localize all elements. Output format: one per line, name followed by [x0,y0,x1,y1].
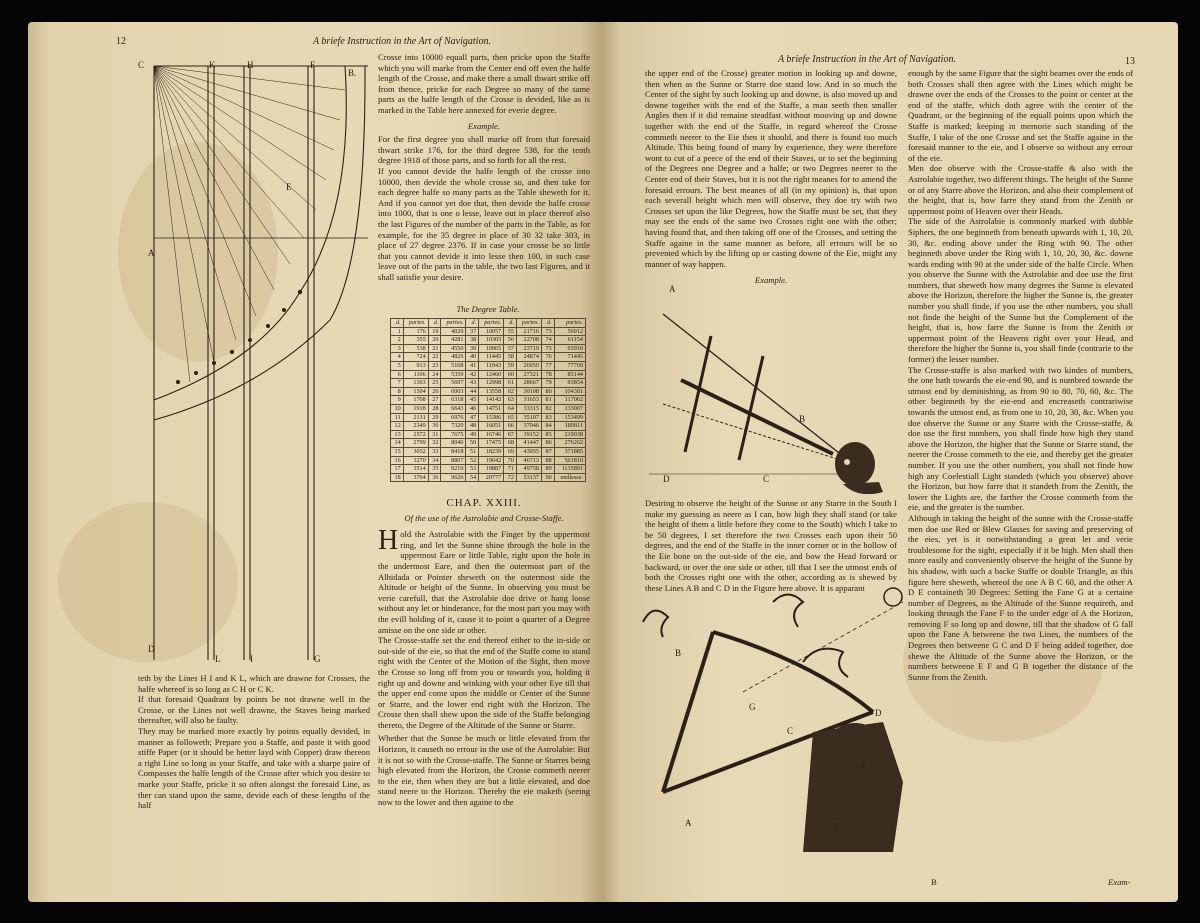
table-cell: 3270 [403,456,428,465]
table-cell: 7675 [441,430,466,439]
table-cell: 14751 [479,404,504,413]
table-cell: 913 [403,361,428,370]
table-cell: 7 [391,379,404,388]
table-cell: 50 [466,439,479,448]
table-cell: 89 [541,465,554,474]
table-cell: 41 [466,361,479,370]
table-cell: 2572 [403,430,428,439]
table-cell: 6643 [441,404,466,413]
table-cell: 26059 [516,361,541,370]
table-row [391,327,586,336]
table-cell: 68 [504,439,517,448]
table-cell: 34 [428,456,441,465]
catchword: Exam- [1108,877,1131,887]
table-cell: 33 [428,447,441,456]
signature-mark: B [931,877,937,887]
table-cell: 6003 [441,387,466,396]
table-cell: 4281 [441,336,466,345]
quadrant-label-l: L [215,654,221,664]
table-cell: 29 [428,413,441,422]
figure-label: B [799,414,806,424]
table-cell: 22 [428,353,441,362]
table-cell: 71445 [554,353,585,362]
table-cell: 724 [403,353,428,362]
table-cell: 18 [391,473,404,482]
table-cell: 219038 [554,430,585,439]
table-cell: 53137 [516,473,541,482]
table-cell: 61154 [554,336,585,345]
text-column [378,52,590,282]
table-cell: 43955 [516,447,541,456]
table-cell: 53 [466,465,479,474]
figure-label: A [685,818,692,828]
table-cell: 180811 [554,422,585,431]
table-cell: 3 [391,344,404,353]
table-cell: 61 [504,379,517,388]
text-column [908,68,1133,682]
figure-label: C [787,726,794,736]
table-row [391,404,586,413]
table-cell: 81 [541,396,554,405]
table-cell: 14142 [479,396,504,405]
paragraph: Crosse into 10000 equall parts, then pricke upon the Staffe which you will marke from the Center end off even the halfe length of the Crosse, and make there a small thwart strike off from thence, pricke for each Degree so many of the same parts as the halfe length of the Crosse is devided, like as is marked in the Table here annexed for everie degree. [378,52,590,115]
table-row [391,396,586,405]
table-cell: 66 [504,422,517,431]
table-cell: 39152 [516,430,541,439]
left-page [28,22,603,902]
table-cell: 9 [391,396,404,405]
table-cell: 79 [541,379,554,388]
table-cell: 5108 [441,361,466,370]
paragraph: Desiring to observe the height of the Sunne or any Starre in the South I make my guessing as neere as I can, how high they shall stand (or take the height of them a little before they come to the South) which I take to be 50 degrees, I set therefore the two Crosses each upon their 50 degrees, and the end of the Staffe in the inner corner or in the hollow of the Eie bone on the out-side of the eie, and bow the Head forward or backward, or over the one side or other, till that I see the utmost ends of both the Crosses right one with the other, according as is shewed by these Lines A B and C D in the Figure here above. It is apparant [645,498,897,593]
table-cell: 28 [428,404,441,413]
table-cell: 78 [541,370,554,379]
paragraph: For the first degree you shall marke off from that foresaid thwart strike 176, for the third degree 538, for the tenth degree 1918 of those parts, and so forth for all the rest. [378,134,590,166]
table-title: The Degree Table. [456,304,520,314]
table-cell: 23 [428,361,441,370]
sun-icon [884,588,902,606]
table-cell: 21716 [516,327,541,336]
figure-label: C [763,474,770,484]
chapter-title: CHAP. XXIII. [446,497,522,509]
paragraph-body: old the Astrolabie with the Finger by the uppermost ring, and let the Sunne shine through the hole in the uppermost Eare or little Table, right upon the hole in the undermost Eare, and then the outermost part of the Alhidada or Pointer sheweth on the outermost side the Altitude or height of the Sunne. In observing you must be verie carefull, that the Astrolabie doe drive or hang loose without any let or hinderance, for the most part you may with the evill holding of it, cause it to point a quarter of a Degree amisse on the one side or other. [378,529,590,635]
table-cell: 35107 [516,413,541,422]
table-cell: 51 [466,447,479,456]
table-cell: 31 [428,430,441,439]
paragraph: The Crosse-staffe set the end thereof either to the in-side or out-side of the eie, so that the end of the Staffe come to stand right with the Center of the Motion of the Sight, then move the Crosse so long off from you or towards you, holding it right up and downe and winking with your other Eye till that the upper end come upon the middle or Center of the Sunne or Starre, and the lower end right with the Horizon. The Crosse then shall shew upon the side of the Staffe belonging thereto, the Degree of the Altitude of the Sunne or Starre. [378,635,590,730]
table-cell: endlesse. [554,473,585,482]
table-cell: 27321 [516,370,541,379]
table-cell: 21 [428,344,441,353]
paragraph: enough by the same Figure that the sight beames over the ends of both Crosses shall then agree with the Lines which might be drawne over the ends of the Crosses to the point or center at the end of the staffe, which doth agree with the center of the Quadrant, or the beginning of the equall points upon which the Staffe is marked; keeping in memorie such standing of the Staffe, I take of the one Crosse and set the Staffe againe in the foresaid manner to the eie, and I observe so without any errour of the eie. [908,68,1133,163]
paragraph: Men doe observe with the Crosse-staffe & also with the Astrolabie together, two different things. The height of the Sunne or of any Starre above the Horizon, and also their complement of the height, that is, how farre they stand from the Zenith or uppermost point of Heaven over their Heads. [908,163,1133,216]
table-cell: 75 [541,344,554,353]
table-cell: 561810 [554,456,585,465]
quadrant-label-d: D [148,644,155,654]
table-cell: 11943 [479,361,504,370]
table-cell: 49 [466,430,479,439]
table-cell: 39 [466,344,479,353]
figure-label: E [833,822,839,832]
table-cell: 3514 [403,465,428,474]
table-cell: 49758 [516,465,541,474]
table-cell: 6 [391,370,404,379]
table-cell: 4029 [441,327,466,336]
table-cell: 12998 [479,379,504,388]
table-cell: 72 [504,473,517,482]
table-cell: 38 [466,336,479,345]
table-cell: 25 [428,379,441,388]
table-cell: 5 [391,361,404,370]
figure-label: A [669,284,676,294]
table-row [391,456,586,465]
table-cell: 83 [541,413,554,422]
table-row [391,465,586,474]
cross-staff-figure [643,284,903,494]
table-cell: 22708 [516,336,541,345]
table-header-cell: d. [391,319,404,328]
table-cell: 42 [466,370,479,379]
table-cell: 71 [504,465,517,474]
quadrant-label-k: K [209,60,216,70]
table-cell: 59 [504,361,517,370]
table-cell: 11445 [479,353,504,362]
quadrant-label-g: G [314,654,321,664]
degree-table [390,318,586,482]
table-cell: 93854 [554,379,585,388]
table-cell: 28667 [516,379,541,388]
table-cell: 58 [504,353,517,362]
table-cell: 6318 [441,396,466,405]
table-cell: 17475 [479,439,504,448]
table-cell: 14 [391,439,404,448]
table-cell: 176 [403,327,428,336]
table-cell: 24 [428,370,441,379]
table-cell: 16746 [479,430,504,439]
table-cell: 1303 [403,379,428,388]
table-cell: 40 [466,353,479,362]
text-column [645,68,897,286]
table-cell: 63 [504,396,517,405]
table-header-cell: partes. [403,319,428,328]
table-cell: 60 [504,370,517,379]
table-cell: 33315 [516,404,541,413]
table-cell: 8807 [441,456,466,465]
table-cell: 48 [466,422,479,431]
quadrant-label-f: F [310,60,316,70]
table-cell: 355 [403,336,428,345]
table-cell: 538 [403,344,428,353]
table-cell: 20777 [479,473,504,482]
table-cell: 18239 [479,447,504,456]
table-row [391,413,586,422]
table-cell: 65 [504,413,517,422]
running-head: A briefe Instruction in the Art of Navigation. [313,36,491,47]
table-cell: 55 [504,327,517,336]
table-cell: 54 [466,473,479,482]
paragraph: The side of the Astrolabie is commonly marked with dubble Siphers, the one beginneth from beneath upwards with 1, 10, 20, 30, &c. ending above under the Ring with 90. The other beginneth above under the Ring with 1, 10, 20, 30, &c. downe wards ending with 90 at the under side of the halfe Circle. When you observe the Sunne with the Astrolabie and doe use the first numbers, that sheweth how many degrees the Sunne is elevated above the Horizon, therefore the higher the Sunne is, the greater number you shall finde, if you use the other numbers, you shall not finde the height of the Sunne but the Complement of the height, that is, how farre the Sunne is from the Zenith or uppermost point of the Heavens right over your Head, and therefore the higher the Sunne is, you shall finde (contrarie to the former) the lesser number. [908,216,1133,365]
page-number: 13 [1125,56,1135,67]
table-cell: 12460 [479,370,504,379]
table-cell: 12 [391,422,404,431]
quadrant-label-i: I [250,654,253,664]
table-row [391,473,586,482]
table-cell: 4 [391,353,404,362]
quadrant-diagram [140,60,370,680]
figure-label: D [663,474,670,484]
table-cell: 10057 [479,327,504,336]
paragraph: teth by the Lines H I and K L, which are drawne for Crosses, the halfe whereof is so long as C H or C K. [138,673,370,694]
table-cell: 15 [391,447,404,456]
table-cell: 276262 [554,439,585,448]
table-header-cell: partes. [479,319,504,328]
table-cell: 153499 [554,413,585,422]
table-row [391,336,586,345]
table-cell: 1106 [403,370,428,379]
table-row [391,430,586,439]
paragraph: the upper end of the Crosse) greater motion in looking up and downe, then when as the Sunne or Starre doe stand low. And in so much the Center of the sight by such looking up and downe, is also moved up and downe together with the end of the Staffe, a man seeth then smaller Angles then if it did remaine steadfast without mooving up and downe together with the end of the Staffe, in regard whereof the Crosse commeth neerer to the Eie then it should, and there is found too much Altitude. This being found of many by experience, they were therefore wont to cut of a peece of the end of their Staves, or to set the beginning of the Degrees one Degree and a halfe; or two Degrees neerer to the Center end of their Staves, but it is not the right meanes for to amend the foresaid errours. The best meanes of all (in my opinion) is, that upon each severall height which men will observe, they doe try with two Crosses set upon the like Degrees, how the Staffe must be set, that they may see the ends of the same two Crosses right one with the other; having found that, and then taking off one of the Crosses, and setting the Staffe againe in the same manner as before, all errours will be so prevented which by the lifting up or casting downe of the Eie, might any manner of way happen. [645,68,897,269]
table-cell: 37 [466,327,479,336]
table-cell: 10 [391,404,404,413]
table-cell: 77769 [554,361,585,370]
table-cell: 6976 [441,413,466,422]
backstaff-figure [623,582,913,852]
table-cell: 70 [504,456,517,465]
table-cell: 82 [541,404,554,413]
table-cell: 47 [466,413,479,422]
table-cell: 85 [541,430,554,439]
paragraph: Whether that the Sunne be much or little elevated from the Horizon, it causeth no errour in the use of the Astrolabie: But it is not so with the Crosse-staffe. The Sunne or Starres being high elevated from the Horizon, the Crosse commeth neerer to the eie, then when they are but a little elevated, and doe stand neere to the Horizon. Thereby the eie maketh (seeing now to the lower and then againe to the [378,733,590,808]
figure-label: F [861,760,867,770]
paragraph: Although in taking the height of the sunne with the Crosse-staffe men doe use Red or Blew Glasses for saving and preserving of the eies, yet is it notwithstanding a great let and verie troublesome for the sight, especially if it be high. Men shall then more easily and conveniently observe the height of the Sunne by his shadow, with such a backe Staffe or double Triangle, as this figure here sheweth, whereof the one A B C 60, and the other A D E containeth 30 Degrees: Setting the Fane G at a certaine number of Degrees, as the Altitude of the Sunne requireth, and looking through the Fane F to the under edge of A the Horizon, removing F so long up and downe, till that the shadow of G fall upon the Fane A betweene the two Lines, the numbers of the Degrees then betweene G C and D F being added together, doe shewe the Altitude of the Sunne above the Horizon, or the numbers betweene E F and G B together the distance of the Sunne from the Zenith. [908,512,1133,682]
table-cell: 88 [541,456,554,465]
table-row [391,379,586,388]
drop-cap: H [378,525,399,557]
table-cell: 13 [391,430,404,439]
paragraph: The Crosse-staffe is also marked with two kindes of numbers, the one hath towards the eie-end 90, and is numbred towarde the utmost end by deminishing, as from 90 to 80, 70, 60, &c. The other beginneth by the eie-end and encreaseth contrariwise towards the utmost end, as from one to 10, 20, 30, &c. When you doe observe the Sunne or any Starre with the Crosse-staffe, & doe use the first numbers, you shall finde how high they stand above the Horizon, the higher that the Sunne or Starre stand, the neerer the Crosse commeth to the eie, and thereby get the greater number. If you use the other numbers, you shall not finde how high any Coelestiall Light standeth (which you observe) above the Horizon, but how farre that it standeth from the Zenith, the lower the Lights are, the farther the Crosse commeth from the eie, and the greater is the number. [908,364,1133,513]
quadrant-label-c: C [138,60,145,70]
table-cell: 62 [504,387,517,396]
table-cell: 2799 [403,439,428,448]
table-header-cell: partes. [554,319,585,328]
table-cell: 43 [466,379,479,388]
table-cell: 1918 [403,404,428,413]
table-cell: 20 [428,336,441,345]
table-cell: 9210 [441,465,466,474]
quadrant-label-h: H [247,60,254,70]
table-cell: 371885 [554,447,585,456]
paragraph: If you cannot devide the halfe length of the crosse into 10000, then devide the whole crosse so, and then take for each degree halfe so many parts as the Table sheweth for it. And if you cannot yet doe that, then devide the halfe crosse into 1000, that is one o lesse, leave out in place thereof also the last Figures of the number of the parts in the Table, as for example, for the 35 degree in place of 30 32 take 303, in place of 27 degree 2376. If in case your crosse be so little that you cannot devide it into lesse then 100, in such case leave out of the parts in the table, the two last Figures, and it shall satisfie your desire. [378,165,590,282]
table-cell: 19 [428,327,441,336]
figure-label: D [875,708,882,718]
table-cell: 52 [466,456,479,465]
quadrant-label-e: E [286,182,292,192]
table-header-cell: partes. [516,319,541,328]
table-cell: 37046 [516,422,541,431]
table-cell: 69 [504,447,517,456]
table-cell: 46713 [516,456,541,465]
table-header-cell: d. [504,319,517,328]
text-column [138,673,370,811]
table-row [391,439,586,448]
table-cell: 1 [391,327,404,336]
table-cell: 24874 [516,353,541,362]
table-cell: 7320 [441,422,466,431]
table-row [391,361,586,370]
table-cell: 4550 [441,344,466,353]
table-cell: 36 [428,473,441,482]
table-cell: 87 [541,447,554,456]
table-cell: 1708 [403,396,428,405]
table-cell: 2 [391,336,404,345]
table-cell: 16051 [479,422,504,431]
table-cell: 13558 [479,387,504,396]
table-cell: 65918 [554,344,585,353]
table-cell: 17 [391,465,404,474]
table-row [391,344,586,353]
example-heading: Example. [754,275,788,286]
chapter-subtitle: Of the use of the Astrolabie and Crosse-Staffe. [404,512,564,523]
table-header-cell: d. [466,319,479,328]
table-header-row [391,319,586,328]
table-cell: 11 [391,413,404,422]
table-cell: 2131 [403,413,428,422]
table-cell: 9626 [441,473,466,482]
table-cell: 19887 [479,465,504,474]
table-cell: 10303 [479,336,504,345]
right-page [603,22,1178,902]
table-row [391,387,586,396]
table-cell: 8040 [441,439,466,448]
table-cell: 8 [391,387,404,396]
table-cell: 76 [541,353,554,362]
table-header-cell: d. [428,319,441,328]
table-cell: 31653 [516,396,541,405]
paragraph [378,525,590,635]
quadrant-label-a: A [148,248,155,258]
figure-label: G [749,702,756,712]
table-cell: 104301 [554,387,585,396]
table-cell: 74 [541,336,554,345]
table-cell: 73 [541,327,554,336]
table-cell: 56 [504,336,517,345]
table-cell: 133007 [554,404,585,413]
text-column [645,498,897,593]
table-cell: 4826 [441,353,466,362]
table-cell: 45 [466,396,479,405]
open-book [28,22,1178,902]
table-cell: 30 [428,422,441,431]
table-cell: 85144 [554,370,585,379]
paragraph: They may be marked more exactly by points equally devided, in manner as followeth; Prepare you a Staffe, and paste it with good stiffe Paper (or it should be better layd with Copper) draw thereon a right Line so long as your Staffe, and take with a sharpe paire of Compasses the halfe length of the Crosse after which you desire to marke your Staffe, pricke it so often alongst the foresaid Line, as ther can stand upon the same, devide each of these lengths of the half [138,725,370,811]
table-cell: 2349 [403,422,428,431]
table-cell: 16 [391,456,404,465]
table-cell: 32 [428,439,441,448]
table-row [391,422,586,431]
table-cell: 1135891 [554,465,585,474]
table-header-cell: d. [541,319,554,328]
table-cell: 5697 [441,379,466,388]
table-row [391,353,586,362]
table-cell: 30108 [516,387,541,396]
table-cell: 117062 [554,396,585,405]
table-cell: 1504 [403,387,428,396]
quadrant-label-b: B. [348,68,357,78]
table-cell: 41447 [516,439,541,448]
table-cell: 3032 [403,447,428,456]
table-cell: 56912 [554,327,585,336]
table-cell: 67 [504,430,517,439]
table-cell: 19042 [479,456,504,465]
table-row [391,370,586,379]
table-cell: 84 [541,422,554,431]
table-cell: 5359 [441,370,466,379]
paragraph: If that foresaid Quadrant by points be not drawne well in the Crosse, or the Lines not well drawne, the Staves being marked thereafter, will also be faulty. [138,694,370,726]
chapter-text [378,498,590,808]
table-cell: 57 [504,344,517,353]
page-number: 12 [116,36,126,47]
table-cell: 15386 [479,413,504,422]
table-cell: 46 [466,404,479,413]
table-cell: 35 [428,465,441,474]
table-cell: 64 [504,404,517,413]
table-cell: 86 [541,439,554,448]
running-head: A briefe Instruction in the Art of Navigation. [778,54,956,65]
table-row [391,447,586,456]
table-cell: 10965 [479,344,504,353]
figure-label: B [675,648,682,658]
table-cell: 80 [541,387,554,396]
table-cell: 90 [541,473,554,482]
table-cell: 44 [466,387,479,396]
example-heading: Example. [467,120,501,131]
table-header-cell: partes. [441,319,466,328]
table-cell: 77 [541,361,554,370]
table-cell: 3764 [403,473,428,482]
table-cell: 26 [428,387,441,396]
table-cell: 23719 [516,344,541,353]
table-cell: 27 [428,396,441,405]
table-cell: 8418 [441,447,466,456]
